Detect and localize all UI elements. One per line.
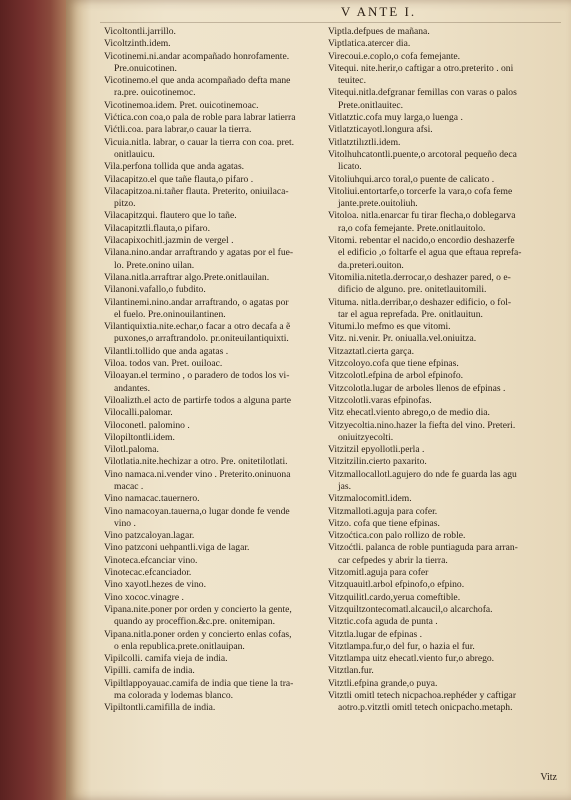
dictionary-line: Vitzmalloti.aguja para cofer. [328,505,438,517]
dictionary-line: aotro.p.vitztli omitl tetech onicpacho.metaph. [338,702,513,714]
dictionary-line: Vitzitzilin.cierto paxarito. [328,456,427,468]
dictionary-line: Vitoliui.entortarfe,o torcerfe la vara,o cofa feme [328,185,513,197]
running-title: V ANTE I. [340,4,417,19]
dictionary-line: Vitzyecoltia.nino.hazer la fiefta del vino. Preteri. [328,419,516,431]
dictionary-line: Vitzaztatl.cierta garça. [328,345,414,357]
dictionary-line: Vitequi.nitla.defgranar femillas con varas o palos [328,87,517,99]
dictionary-line: Vilocalli.palomar. [104,407,173,419]
dictionary-line: Vino patzcaloyan.lagar. [104,530,195,542]
dictionary-line: Vićtli.coa. para labrar,o cauar la tierra. [104,124,252,136]
dictionary-line: Vilantli.tollido que anda agatas . [104,345,229,357]
dictionary-line: Vilotlatia.nite.hechizar a otro. Pre. onitetilotlati. [104,456,288,468]
dictionary-line: Vilana.nitla.arraftrar algo.Prete.onitlauilan. [104,271,270,283]
dictionary-line: Vicoltontli.jarrillo. [104,26,176,37]
dictionary-line: Vitomilia.nitetla.derrocar,o deshazer pared, o e- [328,271,511,283]
dictionary-line: Vinoteca.efcanciar vino. [104,554,198,566]
dictionary-line: pitzo. [114,198,136,210]
dictionary-line: Vino namacoyan.tauerna,o lugar donde fe vende [104,505,290,517]
dictionary-line: Vilacapitzqui. flautero que lo tañe. [104,210,237,222]
dictionary-line: Vilacapitzoa.ni.tañer flauta. Preterito, oniuilaca- [104,185,289,197]
dictionary-line: Vitzcolotli.varas efpinofas. [328,394,432,406]
dictionary-line: o enla republica.prete.onitlauipan. [114,640,245,652]
dictionary-line: Vitoliuhqui.arco toral,o puente de calicato . [328,173,495,185]
dictionary-line: Vitlatzticayotl.longura afsi. [328,124,433,136]
dictionary-line: Viloconetl. palomino . [104,419,190,431]
dictionary-line: Vipana.nitla.poner orden y concierto enlas cofas, [104,628,292,640]
dictionary-line: Vitztli omitl tetech nicpachoa.rephéder y caftigar [328,690,517,702]
dictionary-line: Vilacapitztli.flauta,o pifaro. [104,222,210,234]
dictionary-line: el edificio ,o foltarfe el agua que eftaua reprefa- [338,247,522,259]
dictionary-line: Prete.onitlauitec. [338,99,404,111]
dictionary-line: Vino namacac.tauernero. [104,493,200,505]
dictionary-line: licato. [338,161,362,173]
book-spine [0,0,72,800]
dictionary-line: Viptlatica.atercer dia. [328,38,411,50]
dictionary-line: jas. [338,480,352,492]
dictionary-line: Vituma. nitla.derribar,o deshazer edificio, o fol- [328,296,512,308]
dictionary-line: Vitztlan.fur. [328,665,374,677]
right-column [328,26,564,715]
dictionary-line: Vipilli. camifa de india. [104,665,195,677]
dictionary-line: Vitumi.lo mefmo es que vitomi. [328,321,451,333]
dictionary-line: vino . [114,517,136,529]
dictionary-line: Viptla.defpues de mañana. [328,26,430,37]
dictionary-line: ma colorada y lodemas blanco. [114,690,234,702]
dictionary-line: lo. Prete.onino uilan. [114,259,195,271]
dictionary-line: Vitzcolotla.lugar de arboles llenos de efpinas . [328,382,506,394]
dictionary-line: Vipiltontli.camifilla de india. [104,702,216,714]
dictionary-line: Vitequi. nite.herir,o caftigar a otro.preterito . oni [328,62,514,74]
dictionary-line: Vićtica.con coa,o pala de roble para labrar latierra [104,112,296,124]
dictionary-line: Vitz. ni.venir. Pr. oniualla.vel.oniuitza. [328,333,477,345]
left-column [104,26,332,715]
dictionary-line: Vitztlampa.fur,o del fur, o hazia el fur. [328,640,475,652]
dictionary-line: Pre.onuicotinen. [114,62,177,74]
dictionary-line: Vilacapixochitl.jazmin de vergel . [104,235,234,247]
dictionary-line: Vitztli.efpina grande,o puya. [328,677,438,689]
dictionary-line: Vitzquauitl.arbol efpinofo,o efpino. [328,579,465,591]
dictionary-line: Vitzquilitl.cardo,yerua comeftible. [328,591,461,603]
dictionary-line: Viloalizth.el acto de partirfe todos a alguna parte [104,394,291,406]
dictionary-line: onitlauicu. [114,148,155,160]
dictionary-line: da.preteri.ouiton. [338,259,404,271]
header-rule [100,22,561,23]
dictionary-line: dificio de alguno. pre. onitetlauitomili. [338,284,487,296]
dictionary-line: Vilana.nino.andar arraftrando y agatas por el fue- [104,247,294,259]
dictionary-line: Viloa. todos van. Pret. ouiloac. [104,358,223,370]
dictionary-line: Vitzcolotl.efpina de arbol efpinofo. [328,370,464,382]
dictionary-line: Vicoltzinth.idem. [104,38,171,50]
dictionary-line: Vila.perfona tollida que anda agatas. [104,161,245,173]
dictionary-line: puxones,o arraftrandolo. pr.oniteuilantiquixti. [114,333,289,345]
dictionary-line: Vitolhuhcatontli.puente,o arcotoral pequeño deca [328,148,517,160]
dictionary-line: Vilacapitzo.el que tañe flauta,o pifaro . [104,173,254,185]
dictionary-line: Vino xococ.vinagre . [104,591,184,603]
dictionary-line: quando ay proceffion.&c.pre. onitemipan. [114,616,275,628]
dictionary-line: Vilotl.paloma. [104,444,159,456]
dictionary-line: Vitzcoloyo.cofa que tiene efpinas. [328,358,459,370]
dictionary-line: Vitztlampa uitz ehecatl.viento fur,o abrego. [328,653,495,665]
dictionary-line: Vitzquiltzontecomatl.alcaucil,o alcarchofa. [328,603,493,615]
dictionary-line: Vicotinemoa.idem. Pret. ouicotinemoac. [104,99,259,111]
dictionary-line: Vitomi. rebentar el nacido,o encordio deshazerfe [328,235,515,247]
dictionary-line: ra,o cofa femejante. Prete.onitlauitolo. [338,222,486,234]
dictionary-line: Vino namaca.ni.vender vino . Preterito.oninuona [104,468,291,480]
book-page [66,0,571,800]
dictionary-line: Vitzomitl.aguja para cofer [328,567,429,579]
dictionary-line: Vitz ehecatl.viento abrego,o de medio dia. [328,407,490,419]
dictionary-line: Vitoloa. nitla.enarcar fu tirar flecha,o doblegarva [328,210,516,222]
dictionary-line: andantes. [114,382,150,394]
dictionary-line: Vino xayotl.hezes de vino. [104,579,206,591]
dictionary-line: Vitzmallocallotl.agujero do nde fe guarda las agu [328,468,517,480]
dictionary-line: Vitlatztilıztli.idem. [328,136,401,148]
dictionary-line: Vitzoćtica.con palo rollizo de roble. [328,530,466,542]
dictionary-line: tar el agua reprefada. Pre. onitlauitun. [338,308,483,320]
dictionary-line: el fuelo. Pre.oninouilantinen. [114,308,226,320]
catchword: Vitz [540,772,557,783]
dictionary-line: ra.pre. ouicotinemoc. [114,87,196,99]
dictionary-line: Vitzo. cofa que tiene efpinas. [328,517,440,529]
dictionary-line: Vipiltlappoyauac.camifa de india que tiene la tra- [104,677,294,689]
dictionary-line: car cefpedes y abrir la tierra. [338,554,448,566]
dictionary-line: Viloayan.el termino , o paradero de todos los vi- [104,370,290,382]
dictionary-line: Vicotinemi.ni.andar acompañado honrofamente. [104,50,290,62]
running-header [66,4,571,20]
dictionary-line: Vitztla.lugar de efpinas . [328,628,422,640]
dictionary-line: Vitzoćtli. palanca de roble puntiaguda para arran- [328,542,518,554]
dictionary-line: jante.prete.ouitoliuh. [338,198,418,210]
dictionary-line: Vilanoni.vafallo,o fubdito. [104,284,206,296]
dictionary-line: teuitec. [338,75,366,87]
dictionary-line: Vipana.nite.poner por orden y concierto la gente, [104,603,292,615]
dictionary-line: Vilopiltontli.idem. [104,431,175,443]
dictionary-line: Vipilcolli. camifa vieja de india. [104,653,228,665]
dictionary-line: Vitzitzil epyollotli.perla . [328,444,425,456]
dictionary-line: Virecoui.e.coplo,o cofa femejante. [328,50,461,62]
dictionary-line: Vinotecac.efcanciador. [104,567,192,579]
dictionary-line: Vitlatztic.cofa muy larga,o luenga . [328,112,463,124]
dictionary-line: oniuitzyecolti. [338,431,394,443]
dictionary-line: Vicotinemo.el que anda acompañado defta mane [104,75,291,87]
dictionary-line: Vitztic.cofa aguda de punta . [328,616,438,628]
dictionary-line: Vilantiquixtia.nite.echar,o facar a otro decafa a ẽ [104,321,291,333]
dictionary-line: Vitzmalocomitl.idem. [328,493,412,505]
dictionary-line: Vilantinemi.nino.andar arraftrando, o agatas por [104,296,289,308]
dictionary-line: Vicuia.nitla. labrar, o cauar la tierra con coa. pret. [104,136,295,148]
dictionary-line: Vino patzconi uehpantli.viga de lagar. [104,542,250,554]
dictionary-line: macac . [114,480,144,492]
